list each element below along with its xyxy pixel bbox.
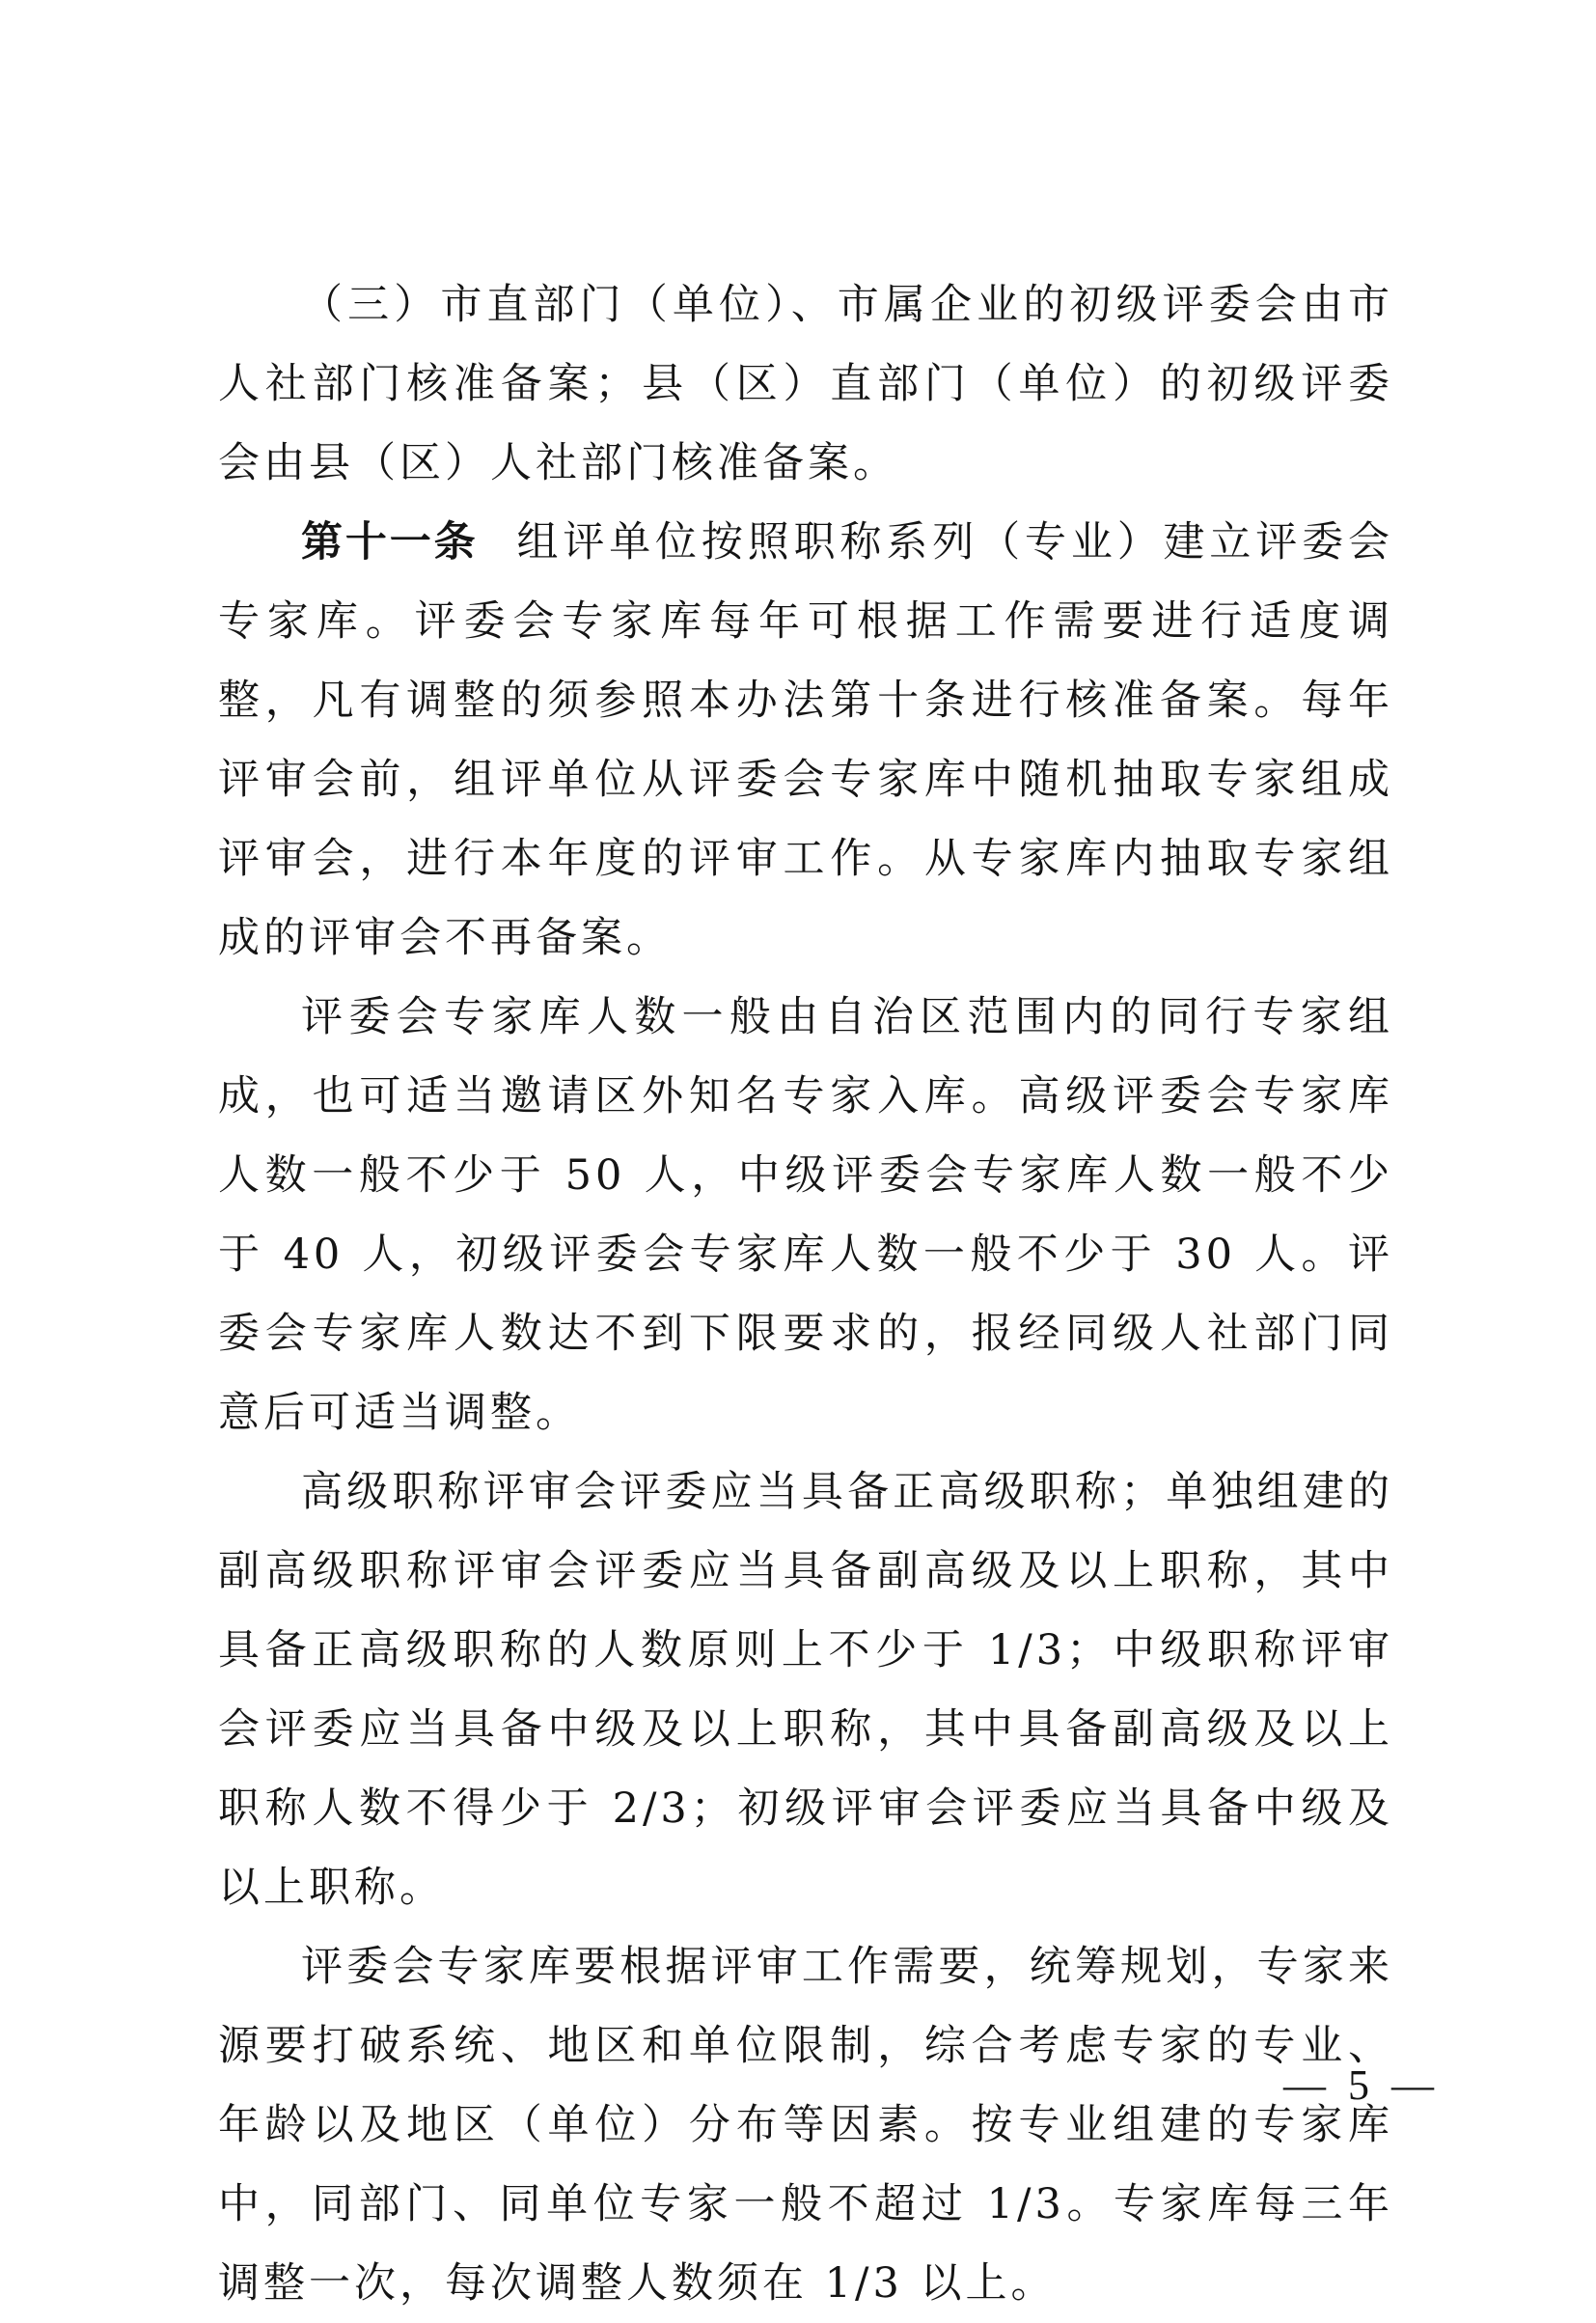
paragraph-3 [218, 978, 1393, 1452]
paragraph-4 [218, 1452, 1393, 1927]
paragraph-text: 高级职称评审会评委应当具备正高级职称；单独组建的副高级职称评审会评委应当具备副高级及以上职称，其中具备正高级职称的人数原则上不少于 1/3；中级职称评审会评委应当具备中级及以上职称，其中具备副高级及以上职称人数不得少于 2/3；初级评审会评委应当具备中级及以上职称。 [218, 1468, 1393, 1912]
page-number: — 5 — [1283, 2061, 1440, 2109]
paragraph-1 [218, 265, 1393, 503]
paragraph-text: 评委会专家库人数一般由自治区范围内的同行专家组成，也可适当邀请区外知名专家入库。高级评委会专家库人数一般不少于 50 人，中级评委会专家库人数一般不少于 40 人，初级评委会专家库人数一般不少于 30 人。评委会专家库人数达不到下限要求的，报经同级人社部门同意后可适当调整。 [218, 993, 1393, 1437]
paragraph-text: （三）市直部门（单位）、市属企业的初级评委会由市人社部门核准备案；县（区）直部门（单位）的初级评委会由县（区）人社部门核准备案。 [218, 281, 1393, 487]
paragraph-article-11 [218, 503, 1393, 978]
article-heading: 第十一条 [301, 518, 479, 567]
paragraph-text: 评委会专家库要根据评审工作需要，统筹规划，专家来源要打破系统、地区和单位限制，综合考虑专家的专业、年龄以及地区（单位）分布等因素。按专业组建的专家库中，同部门、同单位专家一般不超过 1/3。专家库每三年调整一次，每次调整人数须在 1/3 以上。 [218, 1943, 1393, 2308]
paragraph-5 [218, 1927, 1393, 2323]
paragraph-text: 组评单位按照职称系列（专业）建立评委会专家库。评委会专家库每年可根据工作需要进行适度调整，凡有调整的须参照本办法第十条进行核准备案。每年评审会前，组评单位从评委会专家库中随机抽取专家组成评审会，进行本年度的评审工作。从专家库内抽取专家组成的评审会不再备案。 [218, 518, 1394, 962]
document-body [218, 265, 1393, 2323]
